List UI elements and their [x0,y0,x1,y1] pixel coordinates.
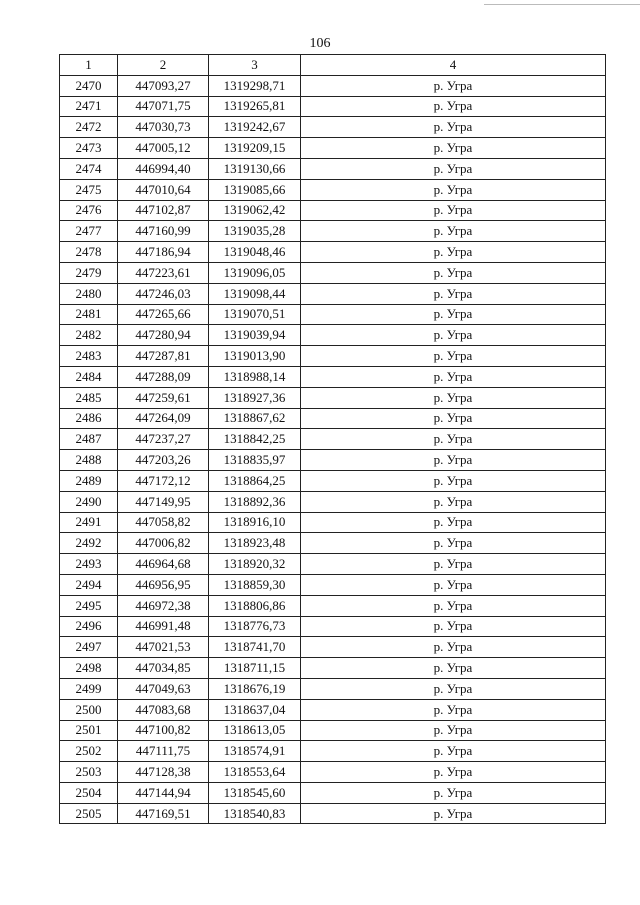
y-coordinate-cell: 1319098,44 [209,283,301,304]
table-row [60,262,606,283]
x-coordinate-cell: 447049,63 [118,678,209,699]
y-coordinate-cell: 1318920,32 [209,554,301,575]
table-row [60,450,606,471]
point-number-cell: 2496 [60,616,118,637]
y-coordinate-cell: 1319298,71 [209,75,301,96]
header-col-3: 3 [209,55,301,76]
object-name-cell: р. Угра [301,200,606,221]
y-coordinate-cell: 1318553,64 [209,762,301,783]
point-number-cell: 2482 [60,325,118,346]
y-coordinate-cell: 1318574,91 [209,741,301,762]
table-row [60,346,606,367]
point-number-cell: 2486 [60,408,118,429]
table-row [60,803,606,824]
x-coordinate-cell: 447005,12 [118,138,209,159]
table-row [60,616,606,637]
x-coordinate-cell: 447100,82 [118,720,209,741]
point-number-cell: 2495 [60,595,118,616]
table-row [60,595,606,616]
x-coordinate-cell: 447128,38 [118,762,209,783]
point-number-cell: 2497 [60,637,118,658]
x-coordinate-cell: 447144,94 [118,782,209,803]
table-row [60,242,606,263]
point-number-cell: 2498 [60,658,118,679]
object-name-cell: р. Угра [301,262,606,283]
table-row [60,138,606,159]
x-coordinate-cell: 446991,48 [118,616,209,637]
x-coordinate-cell: 447246,03 [118,283,209,304]
table-row [60,658,606,679]
point-number-cell: 2480 [60,283,118,304]
table-row [60,491,606,512]
object-name-cell: р. Угра [301,221,606,242]
table-row [60,782,606,803]
y-coordinate-cell: 1319130,66 [209,158,301,179]
x-coordinate-cell: 447034,85 [118,658,209,679]
table-row [60,699,606,720]
x-coordinate-cell: 447186,94 [118,242,209,263]
table-row [60,408,606,429]
y-coordinate-cell: 1318676,19 [209,678,301,699]
y-coordinate-cell: 1318835,97 [209,450,301,471]
y-coordinate-cell: 1318916,10 [209,512,301,533]
y-coordinate-cell: 1318842,25 [209,429,301,450]
object-name-cell: р. Угра [301,574,606,595]
x-coordinate-cell: 447237,27 [118,429,209,450]
object-name-cell: р. Угра [301,117,606,138]
point-number-cell: 2481 [60,304,118,325]
y-coordinate-cell: 1319039,94 [209,325,301,346]
x-coordinate-cell: 447030,73 [118,117,209,138]
x-coordinate-cell: 446972,38 [118,595,209,616]
header-col-4: 4 [301,55,606,76]
object-name-cell: р. Угра [301,429,606,450]
object-name-cell: р. Угра [301,96,606,117]
point-number-cell: 2499 [60,678,118,699]
table-header-row [60,55,606,76]
point-number-cell: 2487 [60,429,118,450]
object-name-cell: р. Угра [301,741,606,762]
point-number-cell: 2476 [60,200,118,221]
table-row [60,221,606,242]
table-row [60,366,606,387]
point-number-cell: 2503 [60,762,118,783]
object-name-cell: р. Угра [301,304,606,325]
x-coordinate-cell: 447288,09 [118,366,209,387]
object-name-cell: р. Угра [301,637,606,658]
y-coordinate-cell: 1319035,28 [209,221,301,242]
table-row [60,304,606,325]
y-coordinate-cell: 1319085,66 [209,179,301,200]
table-row [60,741,606,762]
object-name-cell: р. Угра [301,242,606,263]
point-number-cell: 2470 [60,75,118,96]
point-number-cell: 2475 [60,179,118,200]
y-coordinate-cell: 1318892,36 [209,491,301,512]
y-coordinate-cell: 1318927,36 [209,387,301,408]
y-coordinate-cell: 1319048,46 [209,242,301,263]
point-number-cell: 2500 [60,699,118,720]
page-number: 106 [309,36,331,51]
y-coordinate-cell: 1318923,48 [209,533,301,554]
table-row [60,200,606,221]
x-coordinate-cell: 446956,95 [118,574,209,595]
y-coordinate-cell: 1318741,70 [209,637,301,658]
object-name-cell: р. Угра [301,408,606,429]
x-coordinate-cell: 447264,09 [118,408,209,429]
x-coordinate-cell: 447111,75 [118,741,209,762]
point-number-cell: 2484 [60,366,118,387]
object-name-cell: р. Угра [301,762,606,783]
point-number-cell: 2504 [60,782,118,803]
x-coordinate-cell: 447058,82 [118,512,209,533]
x-coordinate-cell: 447071,75 [118,96,209,117]
object-name-cell: р. Угра [301,595,606,616]
x-coordinate-cell: 447265,66 [118,304,209,325]
table-row [60,117,606,138]
object-name-cell: р. Угра [301,158,606,179]
y-coordinate-cell: 1319062,42 [209,200,301,221]
object-name-cell: р. Угра [301,616,606,637]
table-row [60,387,606,408]
object-name-cell: р. Угра [301,75,606,96]
table-row [60,470,606,491]
object-name-cell: р. Угра [301,678,606,699]
point-number-cell: 2485 [60,387,118,408]
y-coordinate-cell: 1318540,83 [209,803,301,824]
point-number-cell: 2494 [60,574,118,595]
object-name-cell: р. Угра [301,346,606,367]
y-coordinate-cell: 1318864,25 [209,470,301,491]
header-col-2: 2 [118,55,209,76]
x-coordinate-cell: 447021,53 [118,637,209,658]
table-row [60,429,606,450]
x-coordinate-cell: 446964,68 [118,554,209,575]
y-coordinate-cell: 1318711,15 [209,658,301,679]
point-number-cell: 2483 [60,346,118,367]
x-coordinate-cell: 447280,94 [118,325,209,346]
object-name-cell: р. Угра [301,658,606,679]
table-row [60,512,606,533]
table-row [60,574,606,595]
table-row [60,678,606,699]
y-coordinate-cell: 1319209,15 [209,138,301,159]
point-number-cell: 2489 [60,470,118,491]
x-coordinate-cell: 446994,40 [118,158,209,179]
point-number-cell: 2478 [60,242,118,263]
point-number-cell: 2490 [60,491,118,512]
point-number-cell: 2479 [60,262,118,283]
object-name-cell: р. Угра [301,720,606,741]
table-body [60,75,606,824]
point-number-cell: 2492 [60,533,118,554]
y-coordinate-cell: 1319013,90 [209,346,301,367]
object-name-cell: р. Угра [301,533,606,554]
y-coordinate-cell: 1319265,81 [209,96,301,117]
table-row [60,179,606,200]
point-number-cell: 2473 [60,138,118,159]
x-coordinate-cell: 447223,61 [118,262,209,283]
y-coordinate-cell: 1318637,04 [209,699,301,720]
y-coordinate-cell: 1318545,60 [209,782,301,803]
y-coordinate-cell: 1319070,51 [209,304,301,325]
point-number-cell: 2472 [60,117,118,138]
object-name-cell: р. Угра [301,450,606,471]
object-name-cell: р. Угра [301,512,606,533]
scan-edge-line [484,4,640,5]
x-coordinate-cell: 447169,51 [118,803,209,824]
table-row [60,533,606,554]
point-number-cell: 2474 [60,158,118,179]
point-number-cell: 2502 [60,741,118,762]
table-row [60,325,606,346]
y-coordinate-cell: 1318776,73 [209,616,301,637]
y-coordinate-cell: 1319242,67 [209,117,301,138]
object-name-cell: р. Угра [301,803,606,824]
y-coordinate-cell: 1318613,05 [209,720,301,741]
object-name-cell: р. Угра [301,283,606,304]
table-row [60,96,606,117]
table-row [60,554,606,575]
x-coordinate-cell: 447287,81 [118,346,209,367]
y-coordinate-cell: 1318806,86 [209,595,301,616]
table-row [60,762,606,783]
point-number-cell: 2491 [60,512,118,533]
y-coordinate-cell: 1319096,05 [209,262,301,283]
point-number-cell: 2488 [60,450,118,471]
y-coordinate-cell: 1318988,14 [209,366,301,387]
object-name-cell: р. Угра [301,387,606,408]
header-col-1: 1 [60,55,118,76]
object-name-cell: р. Угра [301,782,606,803]
x-coordinate-cell: 447010,64 [118,179,209,200]
x-coordinate-cell: 447203,26 [118,450,209,471]
x-coordinate-cell: 447093,27 [118,75,209,96]
table-row [60,637,606,658]
point-number-cell: 2471 [60,96,118,117]
x-coordinate-cell: 447259,61 [118,387,209,408]
object-name-cell: р. Угра [301,179,606,200]
table-row [60,75,606,96]
x-coordinate-cell: 447083,68 [118,699,209,720]
object-name-cell: р. Угра [301,138,606,159]
x-coordinate-cell: 447006,82 [118,533,209,554]
x-coordinate-cell: 447102,87 [118,200,209,221]
x-coordinate-cell: 447149,95 [118,491,209,512]
point-number-cell: 2501 [60,720,118,741]
point-number-cell: 2477 [60,221,118,242]
y-coordinate-cell: 1318867,62 [209,408,301,429]
object-name-cell: р. Угра [301,554,606,575]
object-name-cell: р. Угра [301,699,606,720]
table-row [60,720,606,741]
object-name-cell: р. Угра [301,470,606,491]
point-number-cell: 2505 [60,803,118,824]
object-name-cell: р. Угра [301,366,606,387]
x-coordinate-cell: 447172,12 [118,470,209,491]
object-name-cell: р. Угра [301,325,606,346]
coordinates-table [59,54,606,824]
x-coordinate-cell: 447160,99 [118,221,209,242]
table-row [60,158,606,179]
point-number-cell: 2493 [60,554,118,575]
table-row [60,283,606,304]
y-coordinate-cell: 1318859,30 [209,574,301,595]
object-name-cell: р. Угра [301,491,606,512]
